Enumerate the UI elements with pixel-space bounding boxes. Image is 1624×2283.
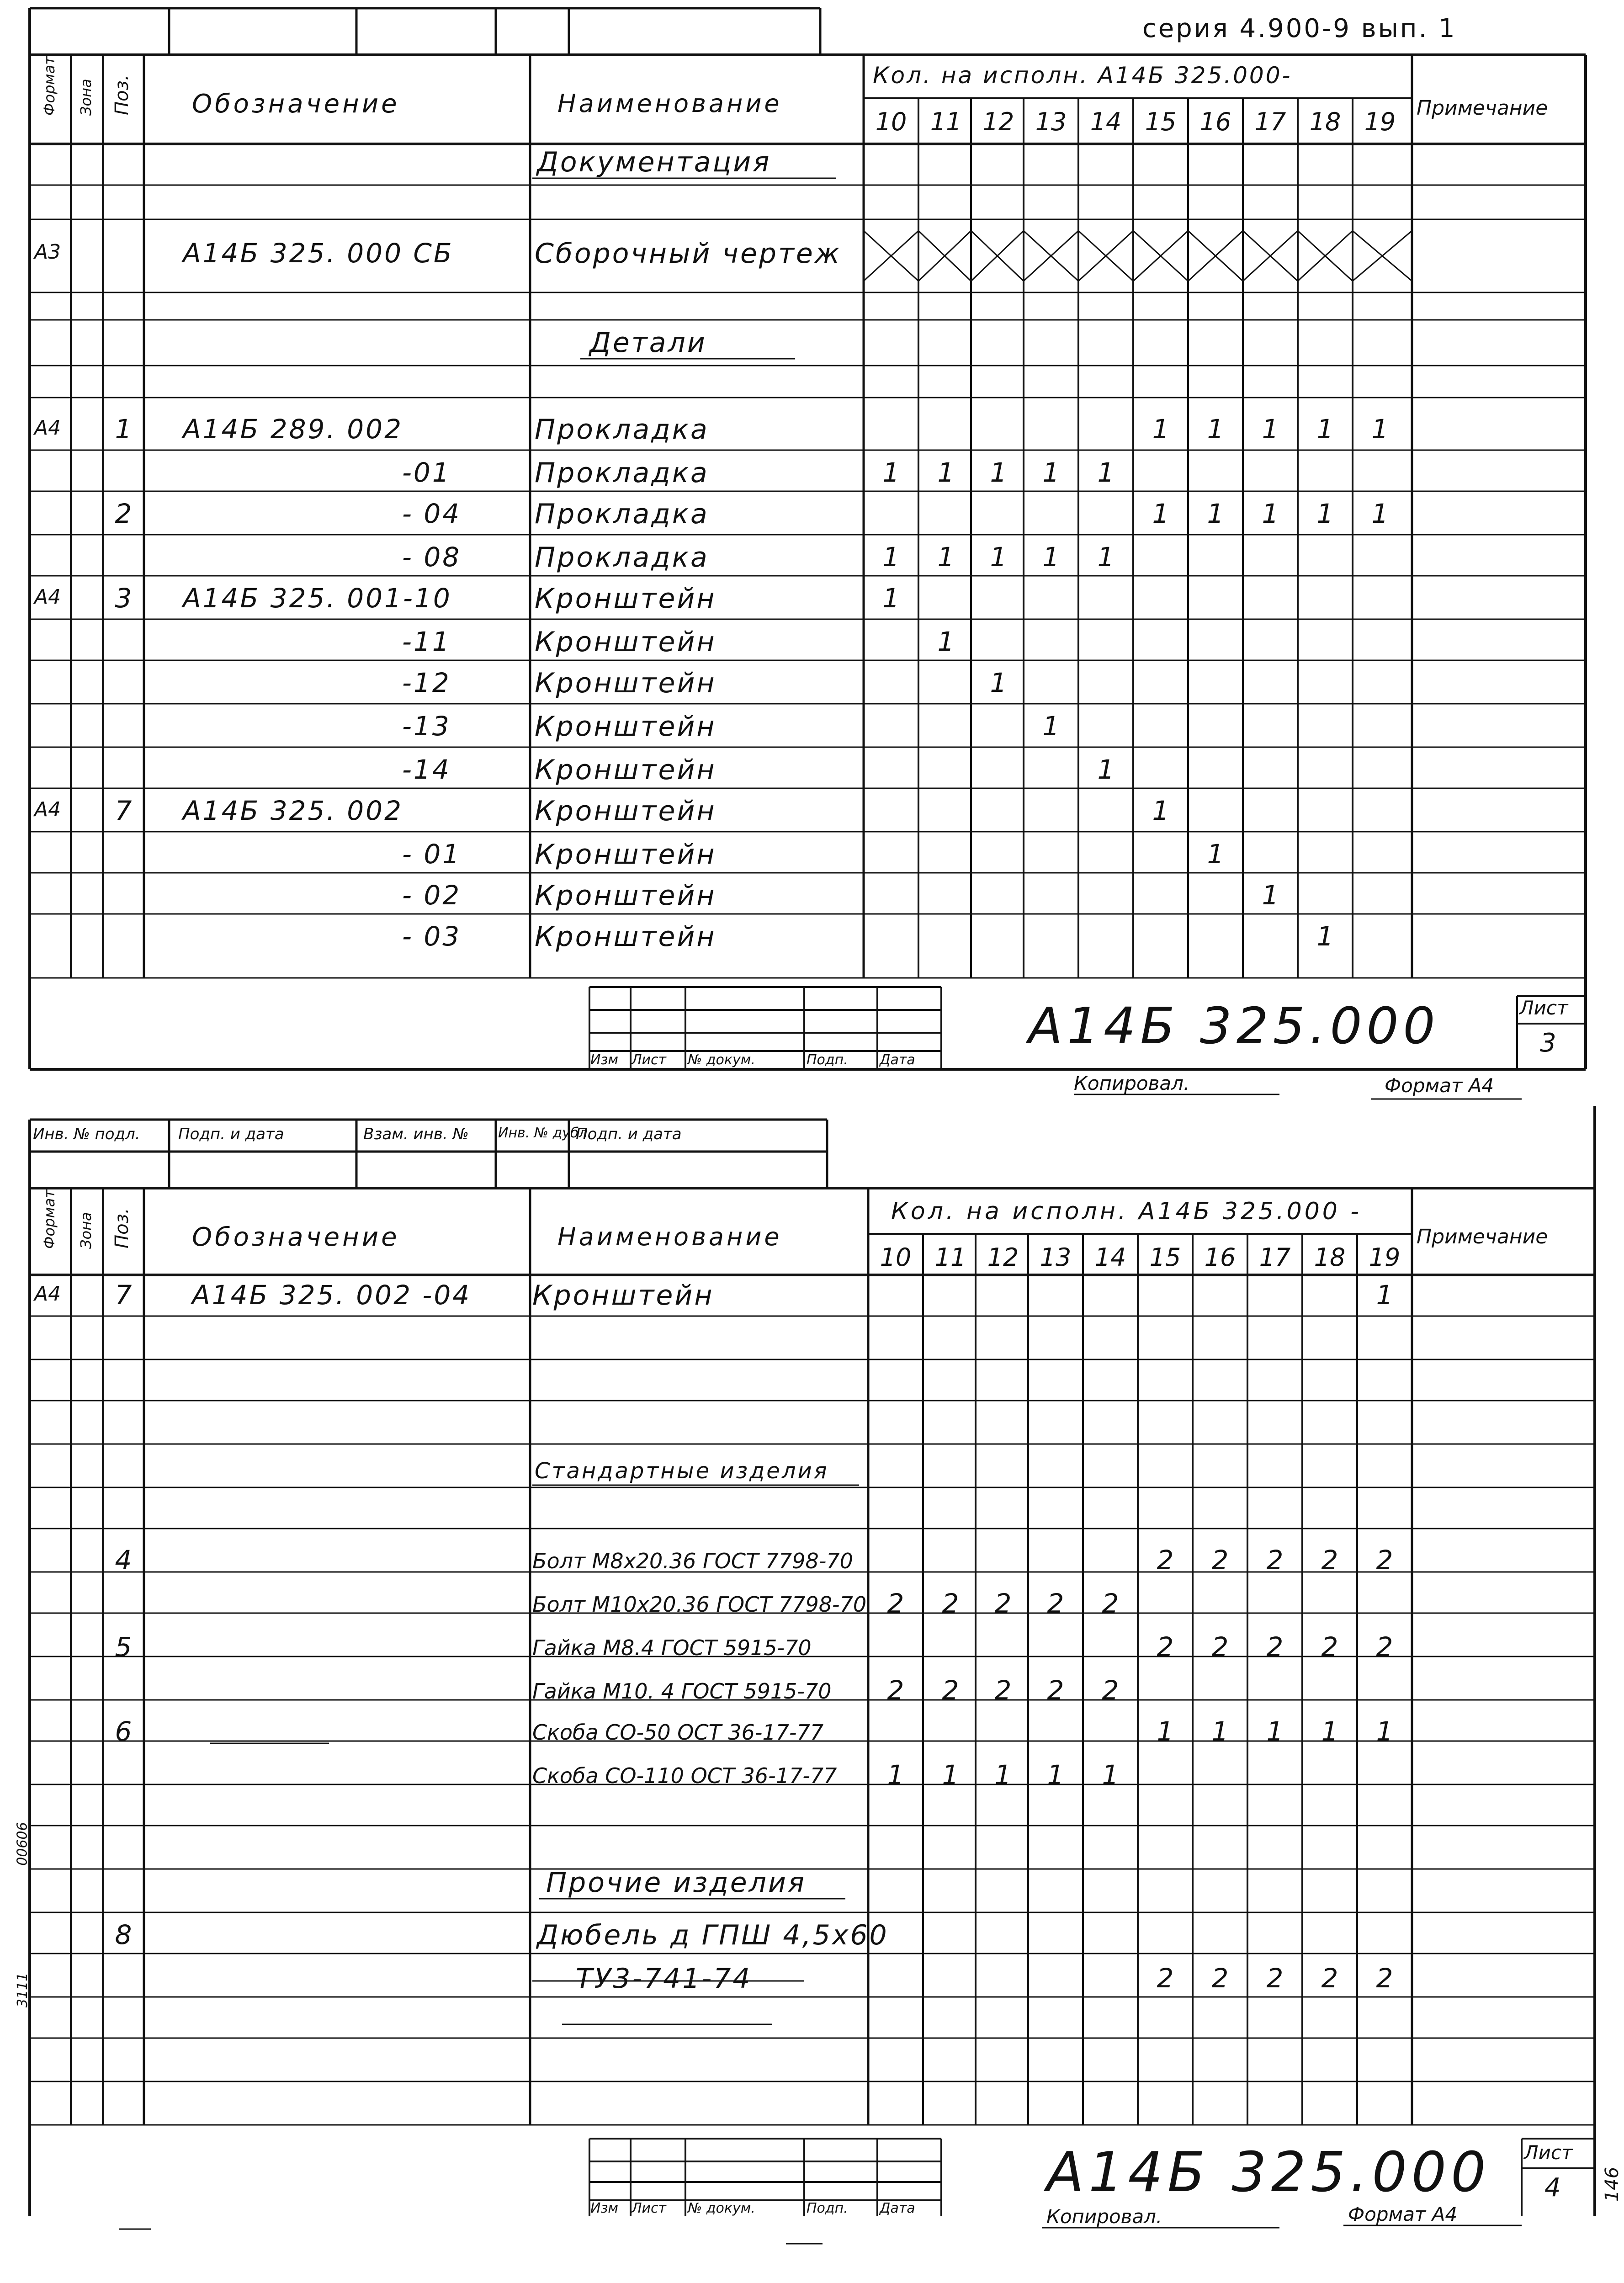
row-format: А4 xyxy=(34,585,61,609)
stamp-replaced-inv: Взам. инв. № xyxy=(363,1125,469,1143)
row-qty: 2 xyxy=(1211,1631,1229,1662)
section-docs: Документация xyxy=(537,146,771,178)
row-qty: 1 xyxy=(1266,1716,1284,1747)
row-qty: 2 xyxy=(1321,1631,1338,1662)
row-designation: -14 xyxy=(402,754,451,785)
row-name: Кронштейн xyxy=(532,1280,714,1311)
row-qty: 2 xyxy=(1047,1588,1064,1619)
row-format: А3 xyxy=(34,240,61,264)
variant-header: 12 xyxy=(982,107,1014,136)
row-qty: 1 xyxy=(882,457,900,488)
row-designation: А14Б 325. 000 СБ xyxy=(183,238,454,269)
variant-header: 17 xyxy=(1259,1243,1291,1272)
variant-header: 14 xyxy=(1094,1243,1126,1272)
variant-header: 17 xyxy=(1254,107,1286,136)
variant-header: 16 xyxy=(1199,107,1231,136)
variant-header: 19 xyxy=(1369,1243,1401,1272)
row-pos: 3 xyxy=(115,583,132,614)
row-qty: 1 xyxy=(1097,542,1115,573)
row-qty: 1 xyxy=(1152,795,1169,826)
title-block-col: Изм xyxy=(590,1052,619,1068)
row-qty: 1 xyxy=(1371,498,1389,529)
row-qty: 2 xyxy=(1157,1545,1174,1576)
col-format: Формат xyxy=(41,56,58,116)
row-qty: 1 xyxy=(1262,414,1279,445)
series-header: серия 4.900-9 вып. 1 xyxy=(1142,14,1457,43)
row-qty: 1 xyxy=(937,626,955,657)
title-block-col: Изм xyxy=(590,2200,619,2216)
row-name: Дюбель д ГПШ 4,5х60 xyxy=(537,1919,889,1951)
col-zone-2: Зона xyxy=(77,1212,95,1249)
row-designation: -13 xyxy=(402,711,451,742)
row-name: Сборочный чертеж xyxy=(535,238,841,270)
row-designation: - 02 xyxy=(402,880,462,911)
row-qty: 1 xyxy=(1262,880,1279,911)
title-block-col: Лист xyxy=(632,2200,667,2216)
row-name: Кронштейн xyxy=(535,711,716,743)
stamp-sign-date-2: Подп. и дата xyxy=(576,1125,682,1143)
col-designation-2: Обозначение xyxy=(192,1222,400,1252)
row-qty: 2 xyxy=(942,1675,959,1706)
row-qty: 2 xyxy=(994,1588,1012,1619)
variant-header: 18 xyxy=(1314,1243,1346,1272)
row-qty: 2 xyxy=(1266,1963,1284,1994)
variant-header: 19 xyxy=(1364,107,1396,136)
col-note-2: Примечание xyxy=(1417,1225,1548,1248)
row-designation: - 03 xyxy=(402,921,462,952)
row-name: Прокладка xyxy=(535,414,709,446)
row-pos: 6 xyxy=(115,1716,132,1747)
row-qty: 2 xyxy=(1376,1545,1393,1576)
col-format-2: Формат xyxy=(41,1189,58,1249)
side-mark-3: 146 xyxy=(1602,2166,1623,2202)
row-qty: 1 xyxy=(1157,1716,1174,1747)
variant-header: 14 xyxy=(1090,107,1122,136)
row-qty: 2 xyxy=(1211,1963,1229,1994)
row-qty: 2 xyxy=(1102,1675,1119,1706)
row-designation: А14Б 325. 002 -04 xyxy=(192,1280,472,1311)
row-format: А4 xyxy=(34,1282,61,1306)
row-qty: 2 xyxy=(887,1588,904,1619)
row-pos: 8 xyxy=(115,1919,132,1950)
row-qty: 2 xyxy=(1157,1963,1174,1994)
row-qty: 1 xyxy=(1207,498,1224,529)
row-qty: 2 xyxy=(1376,1963,1393,1994)
row-name: Прокладка xyxy=(535,457,709,489)
row-qty: 1 xyxy=(1211,1716,1229,1747)
row-pos: 7 xyxy=(115,1280,132,1311)
row-name: Гайка М8.4 ГОСТ 5915-70 xyxy=(532,1635,812,1660)
sheet2-sheet-label: Лист xyxy=(1524,2141,1573,2164)
row-qty: 2 xyxy=(1266,1631,1284,1662)
row-designation: - 04 xyxy=(402,498,462,529)
variant-header: 13 xyxy=(1040,1243,1072,1272)
row-qty: 2 xyxy=(1102,1588,1119,1619)
variant-header: 13 xyxy=(1035,107,1067,136)
row-qty: 2 xyxy=(887,1675,904,1706)
section-other: Прочие изделия xyxy=(546,1867,807,1899)
title-block-col: Подп. xyxy=(807,2200,848,2216)
row-qty: 1 xyxy=(937,457,955,488)
row-qty: 1 xyxy=(1316,414,1334,445)
row-designation: А14Б 325. 002 xyxy=(183,795,403,826)
row-name: ТУ3-741-74 xyxy=(576,1963,752,1995)
variant-header: 10 xyxy=(880,1243,912,1272)
row-qty: 1 xyxy=(1207,414,1224,445)
row-qty: 1 xyxy=(882,542,900,573)
sheet1-copied: Копировал. xyxy=(1074,1072,1190,1094)
col-pos-2: Поз. xyxy=(111,1208,133,1248)
title-block-col: Подп. xyxy=(807,1052,848,1068)
row-qty: 1 xyxy=(1047,1759,1064,1790)
sheet1-format: Формат А4 xyxy=(1385,1074,1494,1097)
row-name: Скоба СО-110 ОСТ 36-17-77 xyxy=(532,1763,837,1788)
row-name: Скоба СО-50 ОСТ 36-17-77 xyxy=(532,1720,824,1745)
row-designation: - 08 xyxy=(402,542,462,573)
col-pos: Поз. xyxy=(111,74,133,115)
side-mark-2: 3111 xyxy=(15,1972,31,2008)
row-name: Прокладка xyxy=(535,542,709,573)
row-designation: -01 xyxy=(402,457,451,488)
row-qty: 1 xyxy=(990,542,1007,573)
row-qty: 2 xyxy=(942,1588,959,1619)
row-qty: 1 xyxy=(1376,1280,1393,1311)
row-name: Кронштейн xyxy=(535,921,716,953)
row-pos: 1 xyxy=(115,414,132,445)
row-qty: 2 xyxy=(1211,1545,1229,1576)
sheet2-format: Формат А4 xyxy=(1348,2203,1458,2225)
row-name: Гайка М10. 4 ГОСТ 5915-70 xyxy=(532,1679,832,1704)
row-qty: 2 xyxy=(994,1675,1012,1706)
title-block-col: № докум. xyxy=(688,2200,755,2216)
row-designation: -12 xyxy=(402,667,451,698)
row-name: Прокладка xyxy=(535,498,709,530)
variant-header: 15 xyxy=(1149,1243,1181,1272)
row-qty: 2 xyxy=(1047,1675,1064,1706)
row-qty: 1 xyxy=(887,1759,904,1790)
title-block-col: Лист xyxy=(632,1052,667,1068)
row-format: А4 xyxy=(34,798,61,821)
row-name: Кронштейн xyxy=(535,583,716,615)
row-qty: 1 xyxy=(882,583,900,614)
row-designation: - 01 xyxy=(402,839,462,870)
row-name: Болт М10х20.36 ГОСТ 7798-70 xyxy=(532,1592,867,1617)
row-pos: 7 xyxy=(115,795,132,826)
col-zone: Зона xyxy=(77,79,95,116)
row-name: Кронштейн xyxy=(535,880,716,912)
row-qty: 1 xyxy=(1042,711,1060,742)
section-std: Стандартные изделия xyxy=(535,1458,829,1484)
row-qty: 1 xyxy=(1152,414,1169,445)
col-designation: Обозначение xyxy=(192,89,400,119)
col-name: Наименование xyxy=(557,89,782,118)
row-qty: 1 xyxy=(1042,542,1060,573)
row-qty: 1 xyxy=(1371,414,1389,445)
col-qty-header-2: Кол. на исполн. А14Б 325.000 - xyxy=(891,1198,1362,1225)
sheet2-code: А14Б 325.000 xyxy=(1046,2141,1491,2204)
row-qty: 1 xyxy=(1316,498,1334,529)
row-qty: 1 xyxy=(1207,839,1224,870)
row-format: А4 xyxy=(34,416,61,440)
col-note: Примечание xyxy=(1417,96,1548,120)
row-name: Болт М8х20.36 ГОСТ 7798-70 xyxy=(532,1549,853,1573)
row-qty: 1 xyxy=(1262,498,1279,529)
sheet1-code: А14Б 325.000 xyxy=(1028,997,1440,1055)
row-qty: 2 xyxy=(1266,1545,1284,1576)
row-qty: 1 xyxy=(1042,457,1060,488)
title-block-col: № докум. xyxy=(688,1052,755,1068)
stamp-sign-date-1: Подп. и дата xyxy=(178,1125,284,1143)
sheet1-sheet-no: 3 xyxy=(1540,1028,1556,1058)
row-qty: 1 xyxy=(1152,498,1169,529)
row-pos: 5 xyxy=(115,1631,132,1662)
row-qty: 2 xyxy=(1376,1631,1393,1662)
row-designation: -11 xyxy=(402,626,451,657)
row-qty: 1 xyxy=(1102,1759,1119,1790)
row-name: Кронштейн xyxy=(535,754,716,786)
row-name: Кронштейн xyxy=(535,626,716,658)
variant-header: 12 xyxy=(987,1243,1019,1272)
variant-header: 11 xyxy=(934,1243,966,1272)
variant-header: 18 xyxy=(1309,107,1341,136)
col-qty-header: Кол. на исполн. А14Б 325.000- xyxy=(873,62,1292,89)
row-qty: 1 xyxy=(937,542,955,573)
row-qty: 1 xyxy=(994,1759,1012,1790)
stamp-inv-dup: Инв. № дубл. xyxy=(498,1125,592,1141)
row-qty: 2 xyxy=(1321,1545,1338,1576)
sheet2-copied: Копировал. xyxy=(1046,2205,1162,2228)
row-qty: 1 xyxy=(990,457,1007,488)
row-designation: А14Б 325. 001-10 xyxy=(183,583,452,614)
title-block-col: Дата xyxy=(880,2200,915,2216)
sheet2-sheet-no: 4 xyxy=(1544,2173,1561,2203)
row-qty: 1 xyxy=(1097,754,1115,785)
row-qty: 1 xyxy=(1097,457,1115,488)
title-block-col: Дата xyxy=(880,1052,915,1068)
side-mark-1: 00606 xyxy=(14,1822,31,1866)
row-designation: А14Б 289. 002 xyxy=(183,414,403,445)
row-qty: 1 xyxy=(1316,921,1334,952)
variant-header: 16 xyxy=(1204,1243,1236,1272)
sheet1-sheet-label: Лист xyxy=(1519,997,1568,1019)
variant-header: 10 xyxy=(875,107,907,136)
row-pos: 2 xyxy=(115,498,132,529)
row-name: Кронштейн xyxy=(535,795,716,827)
row-qty: 1 xyxy=(1376,1716,1393,1747)
row-qty: 2 xyxy=(1157,1631,1174,1662)
variant-header: 11 xyxy=(930,107,962,136)
col-name-2: Наименование xyxy=(557,1222,782,1251)
row-pos: 4 xyxy=(115,1545,132,1576)
row-name: Кронштейн xyxy=(535,667,716,699)
row-qty: 1 xyxy=(990,667,1007,698)
variant-header: 15 xyxy=(1145,107,1177,136)
section-parts: Детали xyxy=(589,327,707,359)
stamp-inv-orig: Инв. № подл. xyxy=(33,1125,140,1143)
row-qty: 2 xyxy=(1321,1963,1338,1994)
row-name: Кронштейн xyxy=(535,839,716,871)
row-qty: 1 xyxy=(942,1759,959,1790)
row-qty: 1 xyxy=(1321,1716,1338,1747)
